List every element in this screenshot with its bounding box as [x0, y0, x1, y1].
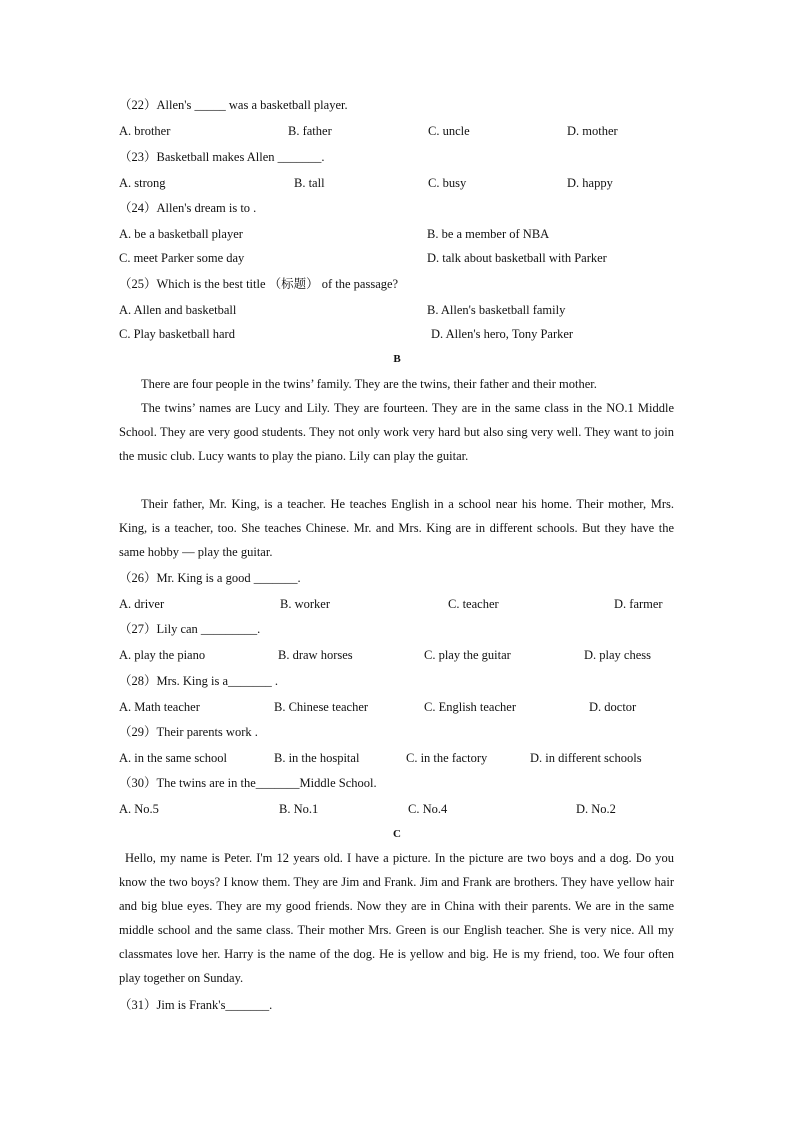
- question-31-stem: （31）Jim is Frank's_______.: [119, 998, 273, 1012]
- question-28-stem: （28）Mrs. King is a_______ .: [119, 674, 279, 688]
- q28-option-a: A. Math teacher: [119, 700, 200, 714]
- q22-option-a: A. brother: [119, 124, 171, 138]
- q23-option-a: A. strong: [119, 176, 166, 190]
- q24-option-a: A. be a basketball player: [119, 227, 243, 241]
- question-23-stem: （23）Basketball makes Allen _______.: [119, 150, 325, 164]
- q30-option-b: B. No.1: [279, 802, 319, 816]
- q22-option-b: B. father: [288, 124, 332, 138]
- q29-option-b: B. in the hospital: [274, 751, 360, 765]
- q23-option-d: D. happy: [567, 176, 613, 190]
- q27-option-c: C. play the guitar: [424, 648, 511, 662]
- q26-option-c: C. teacher: [448, 597, 499, 611]
- q27-option-a: A. play the piano: [119, 648, 206, 662]
- question-26-stem: （26）Mr. King is a good _______.: [119, 571, 301, 585]
- section-c-heading: C: [393, 828, 401, 840]
- q25-option-b: B. Allen's basketball family: [427, 303, 566, 317]
- q28-option-b: B. Chinese teacher: [274, 700, 369, 714]
- q28-option-c: C. English teacher: [424, 700, 516, 714]
- question-29-stem: （29）Their parents work .: [119, 725, 258, 739]
- section-b-paragraph-3: Their father, Mr. King, is a teacher. He teaches English in a school near his home. Their mother, Mrs. King, is a teacher, too. She teaches Chinese. Mr. and Mrs. King are in different schools. But they have the same hobby — play the guitar.: [119, 497, 674, 559]
- q25-option-d: D. Allen's hero, Tony Parker: [431, 327, 574, 341]
- q24-option-b: B. be a member of NBA: [427, 227, 550, 241]
- question-25-stem: （25）Which is the best title （标题） of the passage?: [119, 277, 399, 291]
- q26-option-b: B. worker: [280, 597, 330, 611]
- section-b-heading: B: [393, 353, 401, 365]
- q26-option-d: D. farmer: [614, 597, 663, 611]
- q29-option-c: C. in the factory: [406, 751, 488, 765]
- q22-option-c: C. uncle: [428, 124, 470, 138]
- section-b-paragraph-1: There are four people in the twins’ family. They are the twins, their father and their mother.: [141, 377, 597, 391]
- q23-option-c: C. busy: [428, 176, 467, 190]
- question-30-stem: （30）The twins are in the_______Middle School.: [119, 776, 377, 790]
- question-24-stem: （24）Allen's dream is to .: [119, 201, 257, 215]
- q28-option-d: D. doctor: [589, 700, 637, 714]
- q27-option-b: B. draw horses: [278, 648, 353, 662]
- q26-option-a: A. driver: [119, 597, 165, 611]
- q24-option-d: D. talk about basketball with Parker: [427, 251, 607, 265]
- q29-option-d: D. in different schools: [530, 751, 642, 765]
- section-b-paragraph-2: The twins’ names are Lucy and Lily. They are fourteen. They are in the same class in the NO.1 Middle School. They are very good students. They not only work very hard but also sing very well. They want to join the music club. Lucy wants to play the piano. Lily can play the guitar.: [119, 401, 674, 463]
- q24-option-c: C. meet Parker some day: [119, 251, 245, 265]
- question-27-stem: （27）Lily can _________.: [119, 622, 261, 636]
- q30-option-a: A. No.5: [119, 802, 159, 816]
- q29-option-a: A. in the same school: [119, 751, 227, 765]
- q22-option-d: D. mother: [567, 124, 618, 138]
- q30-option-c: C. No.4: [408, 802, 448, 816]
- section-c-paragraph: Hello, my name is Peter. I'm 12 years old. I have a picture. In the picture are two boys and a dog. Do you know the two boys? I know them. They are Jim and Frank. Jim and Frank are brothers. They have yellow hair and big blue eyes. They are my good friends. Now they are in China with their parents. We are in the same middle school and the same class. Their mother Mrs. Green is our English teacher. She is very nice. All my classmates love her. Harry is the name of the dog. He is yellow and big. He is my friend, too. We four often play together on Sunday.: [119, 851, 674, 985]
- q30-option-d: D. No.2: [576, 802, 616, 816]
- q25-option-a: A. Allen and basketball: [119, 303, 237, 317]
- q25-option-c: C. Play basketball hard: [119, 327, 235, 341]
- q23-option-b: B. tall: [294, 176, 325, 190]
- q27-option-d: D. play chess: [584, 648, 651, 662]
- question-22-stem: （22）Allen's _____ was a basketball player.: [119, 98, 348, 112]
